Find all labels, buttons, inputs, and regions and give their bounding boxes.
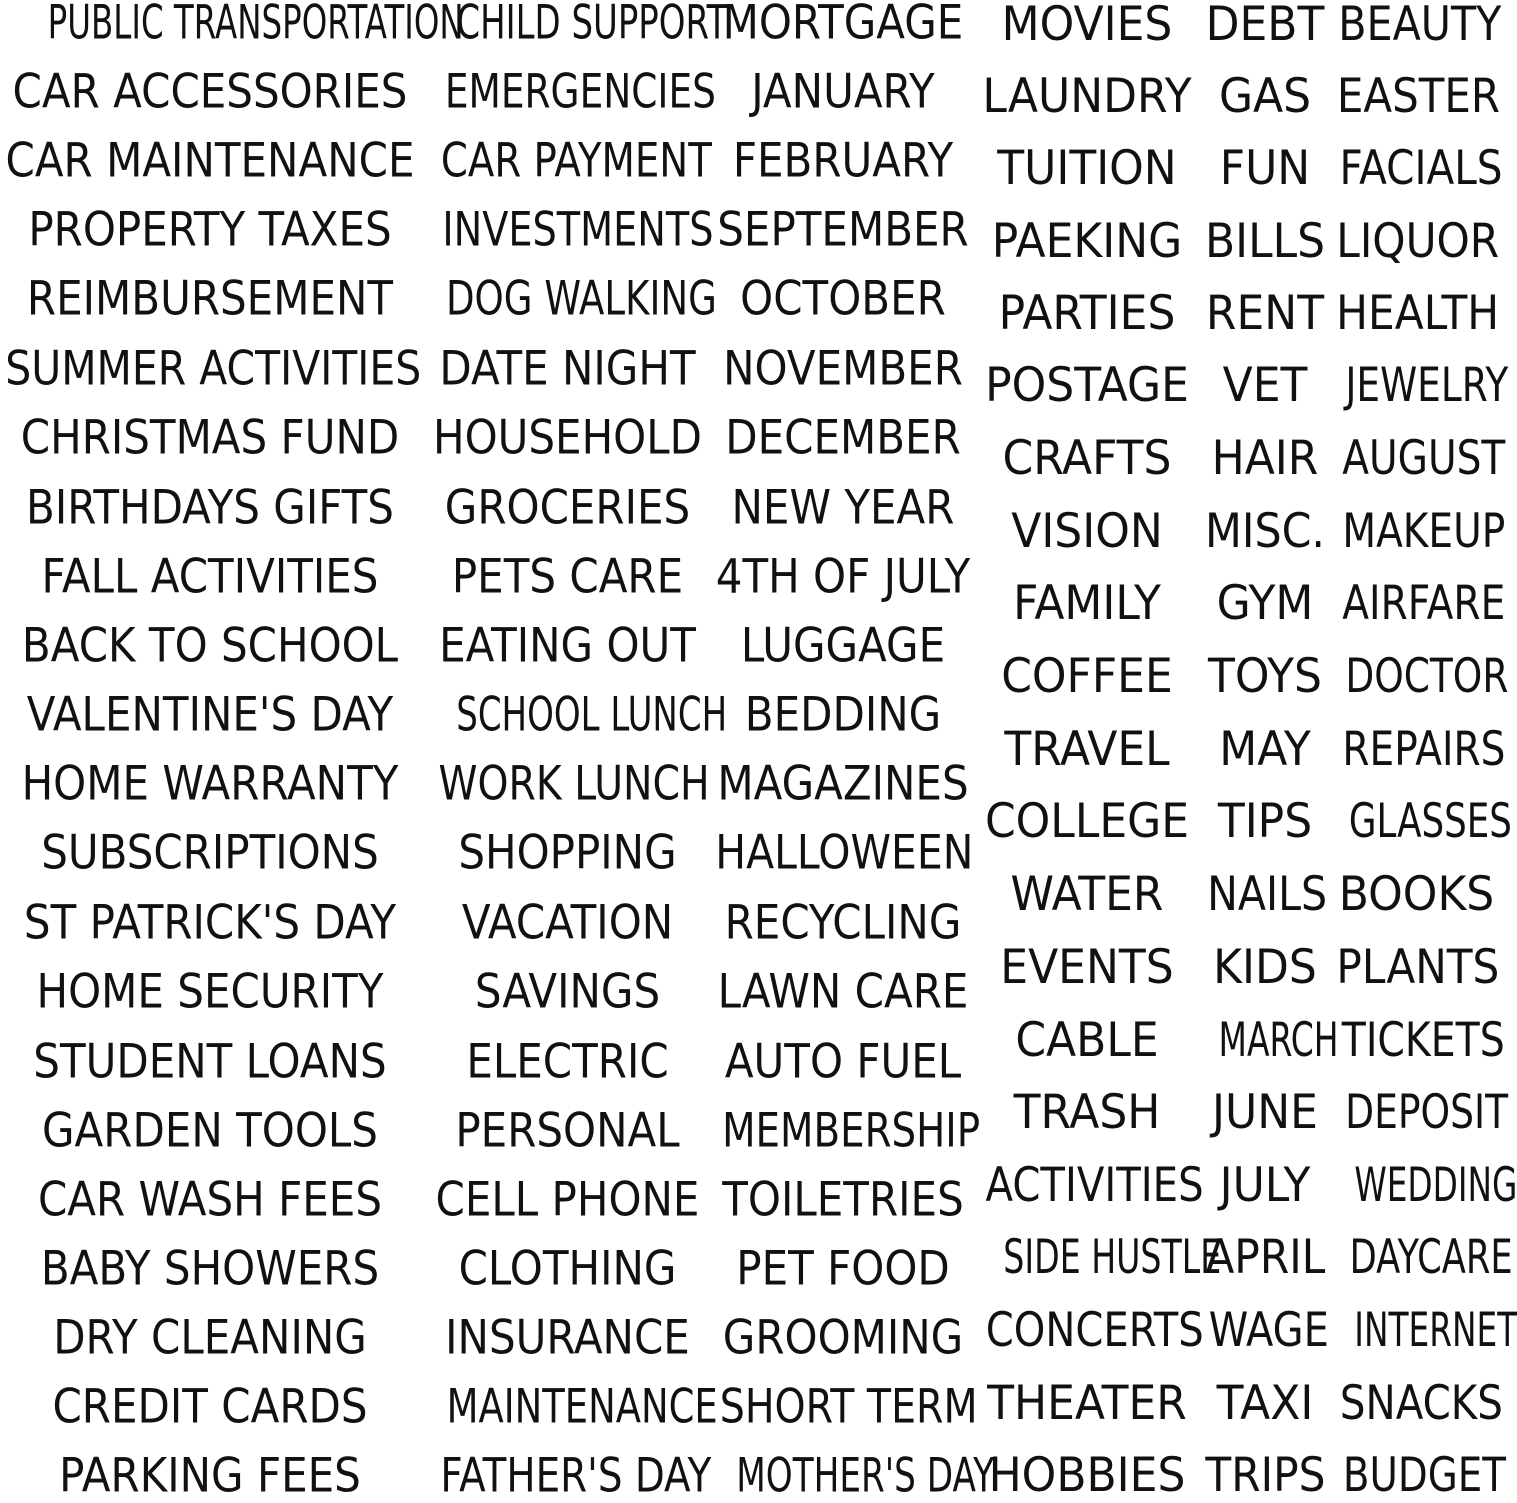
label-text: HALLOWEEN: [715, 825, 974, 880]
label-text: VISION: [1011, 503, 1163, 559]
label-text: CELL PHONE: [435, 1172, 700, 1227]
label-text: CAR ACCESSORIES: [12, 63, 408, 119]
label-text: LUGGAGE: [740, 618, 946, 673]
label-text: KIDS: [1213, 939, 1317, 995]
label-column-3: [712, 0, 995, 1503]
label-text: GYM: [1216, 575, 1314, 631]
label-text: GARDEN TOOLS: [42, 1103, 378, 1158]
label-text: CABLE: [1015, 1012, 1159, 1068]
label-text: STUDENT LOANS: [33, 1034, 387, 1089]
label-text: TOYS: [1208, 648, 1322, 704]
label-column-6: [1333, 0, 1517, 1503]
label-text: AUGUST: [1342, 430, 1506, 486]
label-text: SIDE HUSTLE: [1003, 1229, 1222, 1285]
label-text: PUBLIC TRANSPORTATION: [47, 0, 464, 50]
label-text: MARCH: [1218, 1012, 1339, 1068]
label-text: COFFEE: [1001, 648, 1173, 704]
label-text: MORTGAGE: [722, 0, 964, 50]
label-text: WAGE: [1208, 1302, 1329, 1358]
label-text: ACTIVITIES: [985, 1157, 1204, 1213]
label-text: BOOKS: [1338, 866, 1495, 922]
label-text: TICKETS: [1341, 1012, 1505, 1068]
label-text: FAMILY: [1013, 575, 1161, 631]
label-text: SHOPPING: [458, 825, 677, 880]
label-text: LAWN CARE: [717, 964, 969, 1019]
label-text: ELECTRIC: [466, 1034, 669, 1089]
label-text: HOME SECURITY: [36, 964, 384, 1019]
label-text: AUTO FUEL: [724, 1034, 962, 1089]
label-text: CAR MAINTENANCE: [5, 133, 415, 188]
label-text: SUBSCRIPTIONS: [41, 825, 379, 880]
label-text: JUNE: [1212, 1084, 1318, 1140]
label-text: DEBT: [1205, 0, 1325, 53]
label-text: DOG WALKING: [445, 271, 717, 326]
label-text: BUDGET: [1342, 1447, 1506, 1503]
label-text: PARKING FEES: [59, 1448, 361, 1503]
label-text: PLANTS: [1336, 939, 1500, 995]
label-text: 4TH OF JULY: [715, 549, 971, 604]
label-text: COLLEGE: [984, 793, 1190, 849]
label-text: JANUARY: [751, 63, 935, 119]
label-text: VACATION: [461, 895, 674, 950]
label-text: REIMBURSEMENT: [26, 271, 394, 326]
label-text: JEWELRY: [1345, 357, 1509, 413]
label-text: DRY CLEANING: [53, 1310, 367, 1365]
label-text: MOTHER'S DAY: [736, 1448, 995, 1503]
label-text: FATHER'S DAY: [440, 1448, 712, 1503]
label-text: CAR PAYMENT: [440, 133, 712, 188]
label-text: RENT: [1205, 285, 1325, 341]
label-text: MEMBERSHIP: [722, 1103, 981, 1158]
label-text: BIRTHDAYS GIFTS: [26, 480, 394, 535]
label-text: GROCERIES: [444, 480, 691, 535]
label-text: EVENTS: [1000, 939, 1174, 995]
label-text: TRASH: [1013, 1084, 1161, 1140]
label-text: ST PATRICK'S DAY: [23, 895, 397, 950]
label-text: FEBRUARY: [732, 133, 954, 188]
label-text: PARTIES: [998, 285, 1176, 341]
label-text: PAEKING: [991, 213, 1183, 269]
label-text: PET FOOD: [736, 1241, 950, 1296]
label-text: VALENTINE'S DAY: [26, 687, 394, 742]
label-text: MAGAZINES: [717, 756, 969, 811]
label-text: INTERNET: [1354, 1302, 1517, 1358]
label-text: SAVINGS: [474, 964, 661, 1019]
label-text: FALL ACTIVITIES: [41, 549, 379, 604]
label-text: BEAUTY: [1338, 0, 1502, 53]
label-text: SUMMER ACTIVITIES: [5, 341, 422, 396]
label-text: BEDDING: [744, 687, 942, 742]
label-text: PETS CARE: [451, 549, 684, 604]
label-text: GLASSES: [1348, 793, 1512, 849]
label-text: DECEMBER: [725, 410, 961, 465]
label-text: TUITION: [997, 140, 1177, 196]
label-text: CHRISTMAS FUND: [20, 410, 400, 465]
label-text: WEDDING: [1354, 1157, 1517, 1213]
label-text: HOUSEHOLD: [433, 410, 702, 465]
label-text: HAIR: [1211, 430, 1319, 486]
label-text: PERSONAL: [455, 1103, 680, 1158]
label-text: CREDIT CARDS: [52, 1379, 368, 1434]
label-text: EMERGENCIES: [444, 63, 716, 119]
label-text: INSURANCE: [445, 1310, 690, 1365]
label-text: HOME WARRANTY: [21, 756, 399, 811]
label-text: CAR WASH FEES: [37, 1172, 383, 1227]
label-text: FACIALS: [1339, 140, 1503, 196]
label-text: GAS: [1218, 68, 1312, 124]
label-text: CRAFTS: [1002, 430, 1172, 486]
label-text: WORK LUNCH: [438, 756, 710, 811]
label-text: AIRFARE: [1342, 575, 1506, 631]
label-column-4: [976, 0, 1222, 1503]
label-column-5: [1203, 0, 1339, 1503]
label-text: DEPOSIT: [1345, 1084, 1509, 1140]
label-text: CONCERTS: [985, 1302, 1204, 1358]
label-text: LAUNDRY: [982, 68, 1192, 124]
label-text: NAILS: [1207, 866, 1328, 922]
label-text: SCHOOL LUNCH: [456, 687, 728, 742]
label-text: DOCTOR: [1345, 648, 1509, 704]
label-text: CHILD SUPPORT: [456, 0, 728, 50]
label-text: GROOMING: [722, 1310, 964, 1365]
label-text: TRIPS: [1205, 1447, 1326, 1503]
label-text: HEALTH: [1336, 285, 1500, 341]
label-text: MAY: [1219, 721, 1311, 777]
label-text: MISC.: [1204, 503, 1325, 559]
label-text: OCTOBER: [740, 271, 946, 326]
label-text: RECYCLING: [724, 895, 962, 950]
label-text: SHORT TERM: [719, 1379, 978, 1434]
label-text: APRIL: [1205, 1229, 1326, 1285]
label-text: NEW YEAR: [731, 480, 955, 535]
label-text: POSTAGE: [985, 357, 1189, 413]
label-text: MAINTENANCE: [446, 1379, 718, 1434]
label-text: TIPS: [1217, 793, 1313, 849]
label-column-1: [0, 0, 464, 1503]
label-text: EASTER: [1336, 68, 1500, 124]
label-text: LIQUOR: [1336, 213, 1500, 269]
label-text: FUN: [1219, 140, 1311, 196]
label-text: EATING OUT: [439, 618, 696, 673]
label-text: BABY SHOWERS: [40, 1241, 380, 1296]
label-text: NOVEMBER: [723, 341, 963, 396]
label-text: PROPERTY TAXES: [28, 202, 392, 257]
label-text: THEATER: [987, 1375, 1187, 1431]
label-text: BILLS: [1204, 213, 1326, 269]
label-text: DATE NIGHT: [439, 341, 696, 396]
label-text: REPAIRS: [1342, 721, 1506, 777]
label-column-2: [430, 0, 728, 1503]
label-text: SEPTEMBER: [717, 202, 969, 257]
label-text: SNACKS: [1339, 1375, 1503, 1431]
label-text: INVESTMENTS: [442, 202, 714, 257]
label-text: CLOTHING: [458, 1241, 677, 1296]
label-text: MAKEUP: [1342, 503, 1506, 559]
label-text: TAXI: [1216, 1375, 1314, 1431]
label-text: VET: [1222, 357, 1308, 413]
label-text: WATER: [1010, 866, 1164, 922]
label-text: MOVIES: [1001, 0, 1173, 53]
label-text: TRAVEL: [1004, 721, 1170, 777]
label-text: JULY: [1219, 1157, 1311, 1213]
label-text: TOILETRIES: [722, 1172, 964, 1227]
label-text: BACK TO SCHOOL: [21, 618, 399, 673]
label-text: HOBBIES: [988, 1447, 1186, 1503]
label-text: DAYCARE: [1349, 1229, 1513, 1285]
